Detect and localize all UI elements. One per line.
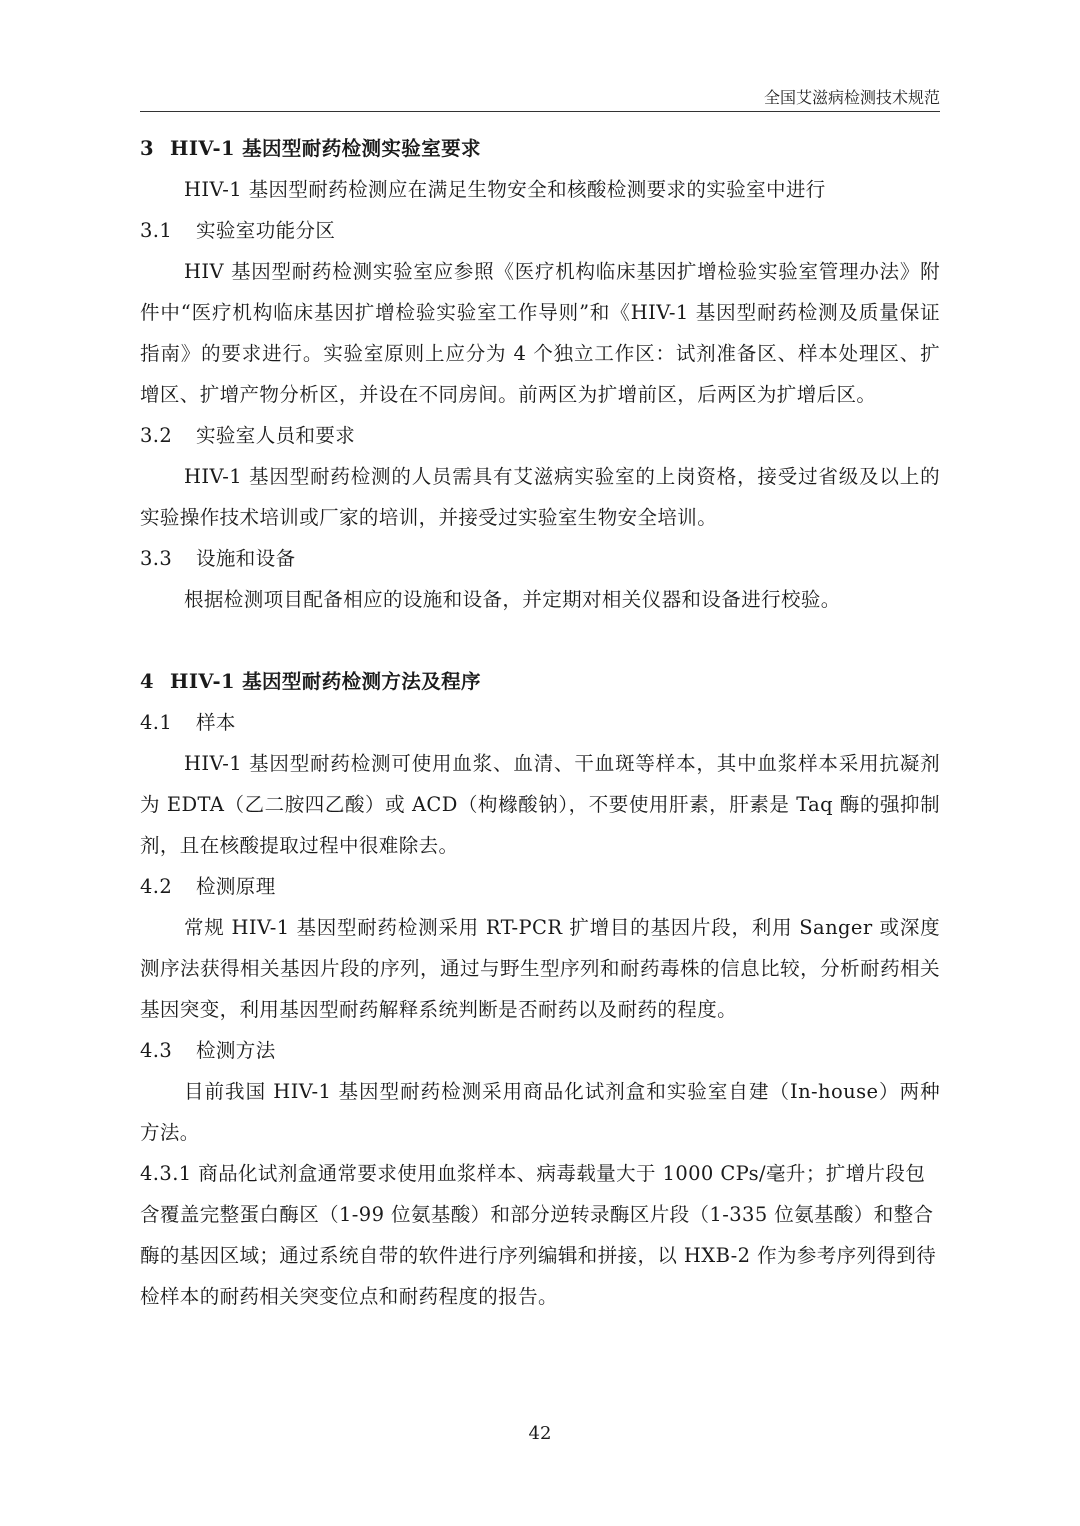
section-4-3-paragraph: 目前我国 HIV-1 基因型耐药检测采用商品化试剂盒和实验室自建（In-house）两种方法。: [140, 1080, 940, 1144]
section-4-title: HIV-1 基因型耐药检测方法及程序: [170, 670, 481, 693]
section-3-number: 3: [140, 137, 154, 160]
section-4-1-number: 4.1: [140, 711, 173, 734]
section-4-3-1-paragraph: 4.3.1 商品化试剂盒通常要求使用血浆样本、病毒载量大于 1000 CPs/毫升；扩增片段包含覆盖完整蛋白酶区（1-99 位氨基酸）和部分逆转录酶区片段（1-335 位氨基酸）和整合酶的基因区域；通过系统自带的软件进行序列编辑和拼接，以 HXB-2 作为参考序列得到待检样本的耐药相关突变位点和耐药程度的报告。: [140, 1162, 937, 1308]
section-4-2-heading: [140, 866, 940, 907]
section-3-intro: HIV-1 基因型耐药检测应在满足生物安全和核酸检测要求的实验室中进行: [184, 178, 826, 201]
section-gap: [140, 620, 940, 661]
section-4-2-title: 检测原理: [196, 875, 276, 898]
section-4-3-heading: [140, 1030, 940, 1071]
section-3-2-title: 实验室人员和要求: [196, 424, 356, 447]
section-4-1-heading: [140, 702, 940, 743]
section-4-1-title: 样本: [196, 711, 236, 734]
section-4-2-number: 4.2: [140, 875, 173, 898]
section-3-2-number: 3.2: [140, 424, 173, 447]
section-4-3-number: 4.3: [140, 1039, 173, 1062]
section-4-heading: [140, 661, 940, 702]
section-3-3-paragraph: 根据检测项目配备相应的设施和设备，并定期对相关仪器和设备进行校验。: [184, 588, 841, 611]
section-3-3-number: 3.3: [140, 547, 173, 570]
section-4-3-title: 检测方法: [196, 1039, 276, 1062]
section-3-3-title: 设施和设备: [196, 547, 296, 570]
section-3-2-paragraph: HIV-1 基因型耐药检测的人员需具有艾滋病实验室的上岗资格，接受过省级及以上的实验操作技术培训或厂家的培训，并接受过实验室生物安全培训。: [140, 465, 940, 529]
section-3-2-heading: [140, 415, 940, 456]
section-3-1-paragraph: HIV 基因型耐药检测实验室应参照《医疗机构临床基因扩增检验实验室管理办法》附件中“医疗机构临床基因扩增检验实验室工作导则”和《HIV-1 基因型耐药检测及质量保证指南》的要求进行。实验室原则上应分为 4 个独立工作区：试剂准备区、样本处理区、扩增区、扩增产物分析区，并设在不同房间。前两区为扩增前区，后两区为扩增后区。: [140, 260, 940, 406]
section-4-number: 4: [140, 670, 154, 693]
section-4-2-paragraph: 常规 HIV-1 基因型耐药检测采用 RT-PCR 扩增目的基因片段，利用 Sanger 或深度测序法获得相关基因片段的序列，通过与野生型序列和耐药毒株的信息比较，分析耐药相关基因突变，利用基因型耐药解释系统判断是否耐药以及耐药的程度。: [140, 916, 940, 1021]
section-3-1-number: 3.1: [140, 219, 173, 242]
section-3-3-heading: [140, 538, 940, 579]
section-3-title: HIV-1 基因型耐药检测实验室要求: [170, 137, 481, 160]
header-rule: [140, 111, 940, 112]
section-4-1-paragraph: HIV-1 基因型耐药检测可使用血浆、血清、干血斑等样本，其中血浆样本采用抗凝剂为 EDTA（乙二胺四乙酸）或 ACD（枸橼酸钠），不要使用肝素，肝素是 Taq 酶的强抑制剂，且在核酸提取过程中很难除去。: [140, 752, 940, 857]
section-3-heading: [140, 128, 940, 169]
running-header: 全国艾滋病检测技术规范: [763, 88, 940, 107]
page-number: 42: [528, 1423, 552, 1444]
document-body: [140, 128, 940, 1317]
section-3-1-title: 实验室功能分区: [196, 219, 336, 242]
section-3-1-heading: [140, 210, 940, 251]
